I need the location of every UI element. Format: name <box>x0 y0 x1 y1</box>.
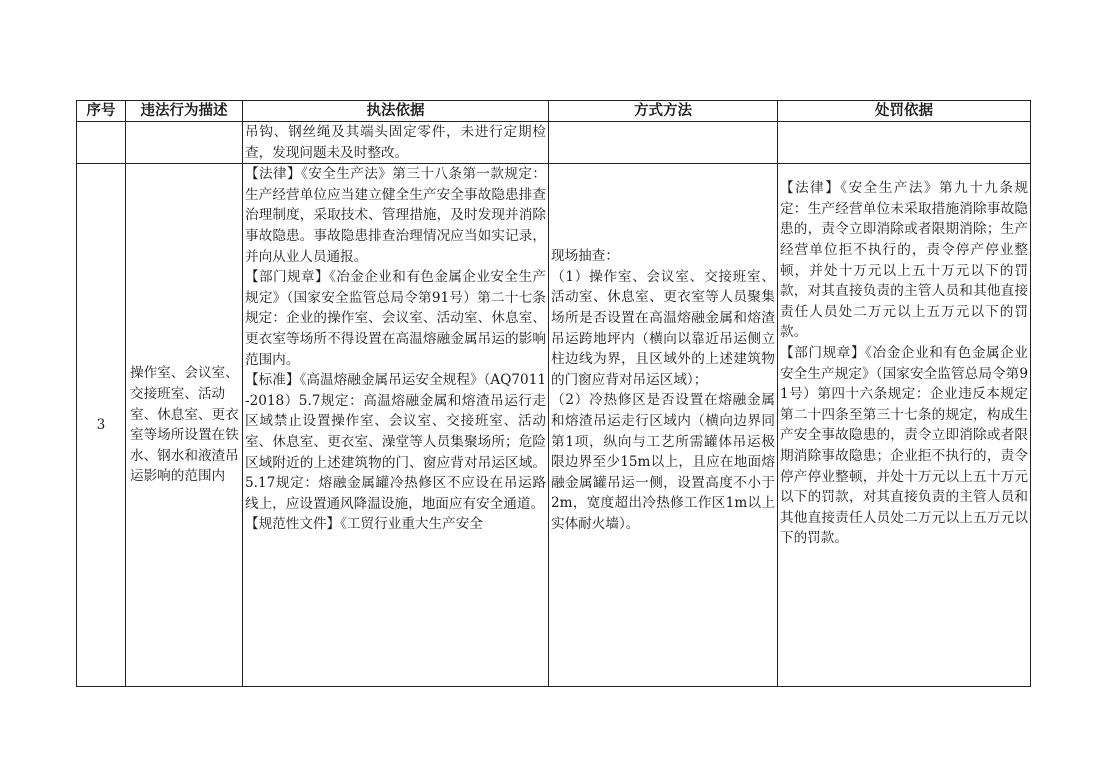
cell-penalty <box>778 122 1031 164</box>
header-description: 违法行为描述 <box>126 101 243 122</box>
cell-description <box>126 122 243 164</box>
row-number: 3 <box>77 164 126 687</box>
basis-law: 【法律】《安全生产法》第三十八条第一款规定：生产经营单位应当建立健全生产安全事故隐患排查治理制度，采取技术、管理措施，及时发现并消除事故隐患。事故隐患排查治理情况应当如实记录，并向从业人员通报。 <box>245 166 546 265</box>
penalty-law: 【法律】《安全生产法》第九十九条规定：生产经营单位未采取措施消除事故隐患的，责令立即消除或者限期消除；生产经营单位拒不执行的，责令停产停业整顿，并处十万元以上五十万元以下的罚款，对其直接负责的主管人员和其他直接责任人员处二万元以上五万元以下的罚款。 <box>780 180 1028 341</box>
basis-normative-doc: 【规范性文件】《工贸行业重大生产安全 <box>245 516 483 533</box>
cell-basis-continued <box>243 122 549 164</box>
header-penalty: 处罚依据 <box>778 101 1031 122</box>
header-method: 方式方法 <box>549 101 778 122</box>
cell-no <box>77 122 126 164</box>
table-row <box>77 122 1031 164</box>
penalty-basis <box>778 164 1031 687</box>
table-row <box>77 164 1031 687</box>
basis-standard: 【标准】《高温熔融金属吊运安全规程》（AQ7011-2018）5.7规定：高温熔融金属和熔渣吊运行走区域禁止设置操作室、会议室、交接班室、活动室、休息室、更衣室、澡堂等人员集聚场所；危险区域附近的上述建筑物的门、窗应背对吊运区域。5.17规定：熔融金属罐冷热修区不应设在吊运路线上，应设置通风降温设施，地面应有安全通道。 <box>245 372 546 512</box>
header-no: 序号 <box>77 101 126 122</box>
inspection-method <box>549 164 778 687</box>
penalty-regulation: 【部门规章】《冶金企业和有色金属企业安全生产规定》（国家安全监管总局令第91号）第四十六条规定：企业违反本规定第二十四条至第三十七条的规定，构成生产安全事故隐患的，责令立即消除或者限期消除事故隐患；企业拒不执行的，责令停产停业整顿，并处十万元以上五十万元以下的罚款，对其直接负责的主管人员和其他直接责任人员处二万元以上五万元以下的罚款。 <box>780 344 1028 547</box>
regulation-table <box>76 100 1031 687</box>
basis-continued-text: 吊钩、钢丝绳及其端头固定零件，未进行定期检查，发现问题未及时整改。 <box>245 124 546 161</box>
method-item-1: （1）操作室、会议室、交接班室、活动室、休息室、更衣室等人员聚集场所是否设置在高温熔融金属和熔渣吊运跨地坪内（横向以靠近吊运侧立柱边线为界，且区域外的上述建筑物的门窗应背对吊运区域）； <box>551 268 775 388</box>
method-title: 现场抽查： <box>551 248 619 265</box>
method-item-2: （2）冷热修区是否设置在熔融金属和熔渣吊运走行区域内（横向边界同第1项，纵向与工艺所需罐体吊运极限边界至少15m以上，且应在地面熔融金属罐吊运一侧，设置高度不小于2m，宽度超出冷热修工作区1m以上实体耐火墙）。 <box>551 392 775 532</box>
basis-regulation: 【部门规章】《冶金企业和有色金属企业安全生产规定》（国家安全监管总局令第91号）第二十七条规定：企业的操作室、会议室、活动室、休息室、更衣室等场所不得设置在高温熔融金属吊运的影响范围内。 <box>245 269 546 368</box>
table-header-row <box>77 101 1031 122</box>
cell-method <box>549 122 778 164</box>
enforcement-basis <box>243 164 549 687</box>
violation-description: 操作室、会议室、交接班室、活动室、休息室、更衣室等场所设置在铁水、钢水和液渣吊运影响的范围内 <box>126 164 243 687</box>
header-basis: 执法依据 <box>243 101 549 122</box>
